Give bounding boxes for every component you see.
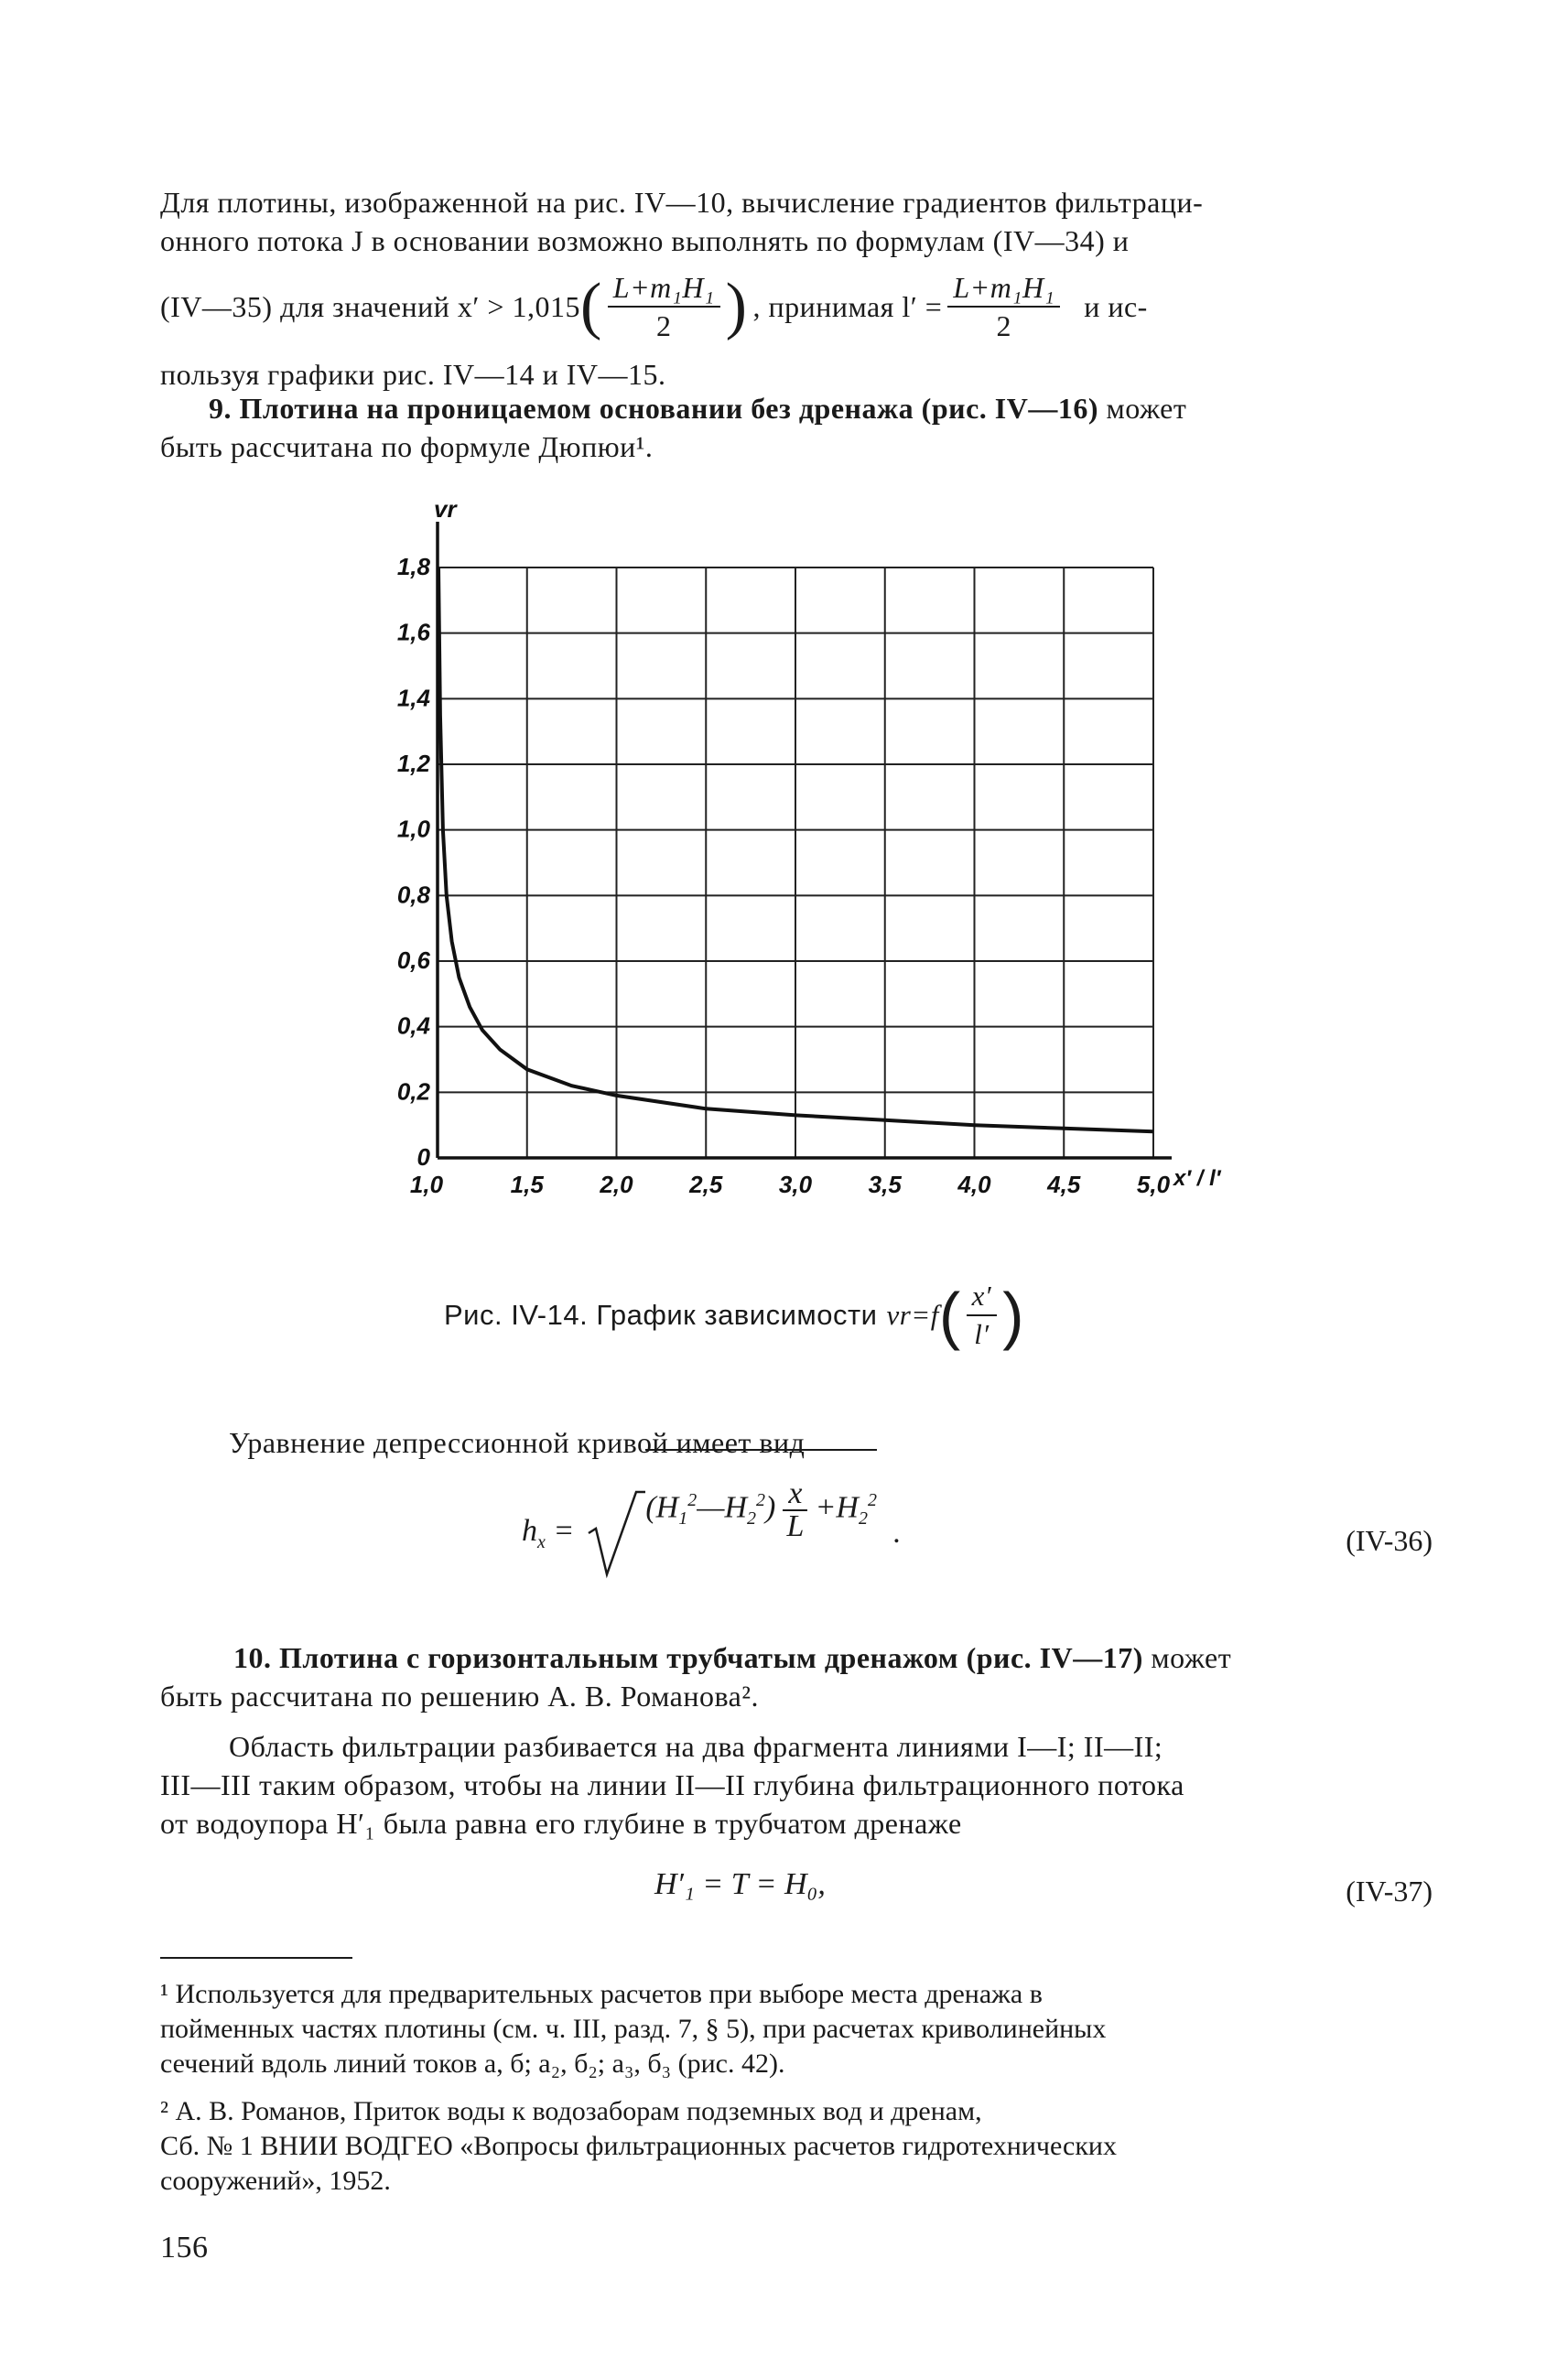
footnote-2-line-1: ² А. В. Романов, Приток воды к водозаборам подземных вод и дренам, — [160, 2096, 982, 2126]
x-tick-label: 3,0 — [778, 1171, 813, 1198]
x-tick-label: 4,0 — [957, 1171, 991, 1198]
y-tick-label: 1,0 — [396, 815, 430, 843]
section-10-heading-line — [233, 1638, 1437, 1677]
x-tick-label: 2,0 — [600, 1171, 633, 1198]
equation-number-iv-36: (IV-36) — [1346, 1524, 1433, 1557]
x-tick-label: 3,5 — [868, 1171, 902, 1198]
footnote-1-line-1: ¹ Используется для предварительных расчетов при выборе места дренажа в — [160, 1979, 1043, 2009]
y-tick-label: 0 — [416, 1143, 430, 1171]
caption-fraction-num: x′ — [967, 1278, 998, 1316]
figure-caption-prefix: Рис. IV-14. График зависимости — [444, 1299, 878, 1331]
caption-paren-open: ( — [938, 1280, 961, 1351]
chart-x-label: x′ / l′ — [1173, 1166, 1221, 1191]
caption-fraction — [967, 1278, 998, 1353]
page-number: 156 — [160, 2231, 209, 2265]
depression-intro: Уравнение депрессионной кривой имеет вид — [229, 1426, 806, 1459]
y-tick-label: 1,6 — [396, 618, 430, 646]
intro-line-2: онного потока J в основании возможно выполнять по формулам (IV—34) и — [160, 224, 1130, 257]
fraction-2-num: L+m₁H₁ — [947, 269, 1060, 308]
footnote-1-line-2: пойменных частях плотины (см. ч. III, разд. 7, § 5), при расчетах криволинейных — [160, 2014, 1107, 2044]
chart-vr-vs-x — [384, 499, 1227, 1222]
chart-axes — [438, 522, 1172, 1158]
intro-line-3-b: , принимая l′ = — [752, 290, 943, 323]
fraction-1 — [608, 269, 720, 344]
paren-close: ) — [725, 271, 748, 341]
chart-y-label: vr — [434, 499, 457, 523]
section-9-heading-line — [209, 389, 1437, 427]
fraction-2 — [947, 269, 1060, 344]
paren-open: ( — [579, 271, 602, 341]
equation-iv-36: $h_x$ = $(H_1^2—H_2^2)$ $\frac{x}{L}$ $+H_2^2$ . — [522, 1483, 901, 1584]
section-10-line-2: быть рассчитана по решению А. В. Романова². — [160, 1680, 759, 1713]
x-tick-label: 2,5 — [689, 1171, 723, 1198]
x-tick-label: 4,5 — [1047, 1171, 1081, 1198]
chart-ticks — [397, 553, 1171, 1198]
section-10-rest: может — [1142, 1641, 1232, 1674]
y-tick-label: 0,6 — [396, 946, 430, 974]
intro-line-4: пользуя графики рис. IV—14 и IV—15. — [160, 358, 666, 391]
y-tick-label: 0,4 — [396, 1011, 430, 1040]
intro-line-3-c: и ис- — [1084, 290, 1148, 323]
y-tick-label: 1,4 — [396, 684, 430, 712]
intro-line-1: Для плотины, изображенной на рис. IV—10, вычисление градиентов фильтраци- — [160, 186, 1204, 219]
figure-caption-formula: vr=f — [886, 1299, 939, 1331]
y-tick-label: 0,8 — [396, 881, 430, 909]
x-tick-label: 5,0 — [1136, 1171, 1171, 1198]
footnote-1-line-3: сечений вдоль линий токов а, б; а₂, б₂; а₃, б₃ (рис. 42). — [160, 2048, 785, 2079]
chart-grid — [438, 567, 1153, 1158]
section-10-p1: Область фильтрации разбивается на два фрагмента линиями I—I; II—II; — [229, 1730, 1163, 1763]
intro-line-3-a: (IV—35) для значений x′ > 1,015 — [160, 290, 580, 323]
footnote-separator — [160, 1957, 352, 1959]
section-9-rest: может — [1098, 392, 1187, 425]
section-10-heading: 10. Плотина с горизонтальным трубчатым дренажом (рис. IV—17) — [233, 1641, 1143, 1674]
section-10-p2: III—III таким образом, чтобы на линии II—II глубина фильтрационного потока — [160, 1768, 1184, 1801]
y-tick-label: 0,2 — [396, 1077, 430, 1106]
section-10-p3: от водоупора H′₁ была равна его глубине в трубчатом дренаже — [160, 1807, 962, 1840]
fraction-2-den: 2 — [996, 309, 1011, 342]
equation-number-iv-37: (IV-37) — [1346, 1875, 1433, 1908]
intro-line-3 — [160, 261, 1437, 352]
footnote-2-line-2: Сб. № 1 ВНИИ ВОДГЕО «Вопросы фильтрационных расчетов гидротехнических — [160, 2131, 1117, 2161]
sqrt-sign — [581, 1483, 645, 1584]
equation-iv-37: H′₁ = T = H₀, — [654, 1867, 826, 1901]
caption-paren-close: ) — [1002, 1280, 1025, 1351]
fraction-1-num: L+m₁H₁ — [608, 269, 720, 308]
section-9-heading: 9. Плотина на проницаемом основании без дренажа (рис. IV—16) — [209, 392, 1098, 425]
x-tick-label: 1,5 — [510, 1171, 544, 1198]
fraction-1-den: 2 — [655, 309, 672, 342]
footnote-2-line-3: сооружений», 1952. — [160, 2166, 391, 2196]
section-9-line-2: быть рассчитана по формуле Дюпюи¹. — [160, 430, 654, 463]
figure-caption — [444, 1265, 1024, 1366]
caption-fraction-den: l′ — [974, 1318, 989, 1350]
x-tick-label: 1,0 — [409, 1171, 444, 1198]
y-tick-label: 1,8 — [396, 553, 430, 580]
y-tick-label: 1,2 — [396, 750, 430, 777]
